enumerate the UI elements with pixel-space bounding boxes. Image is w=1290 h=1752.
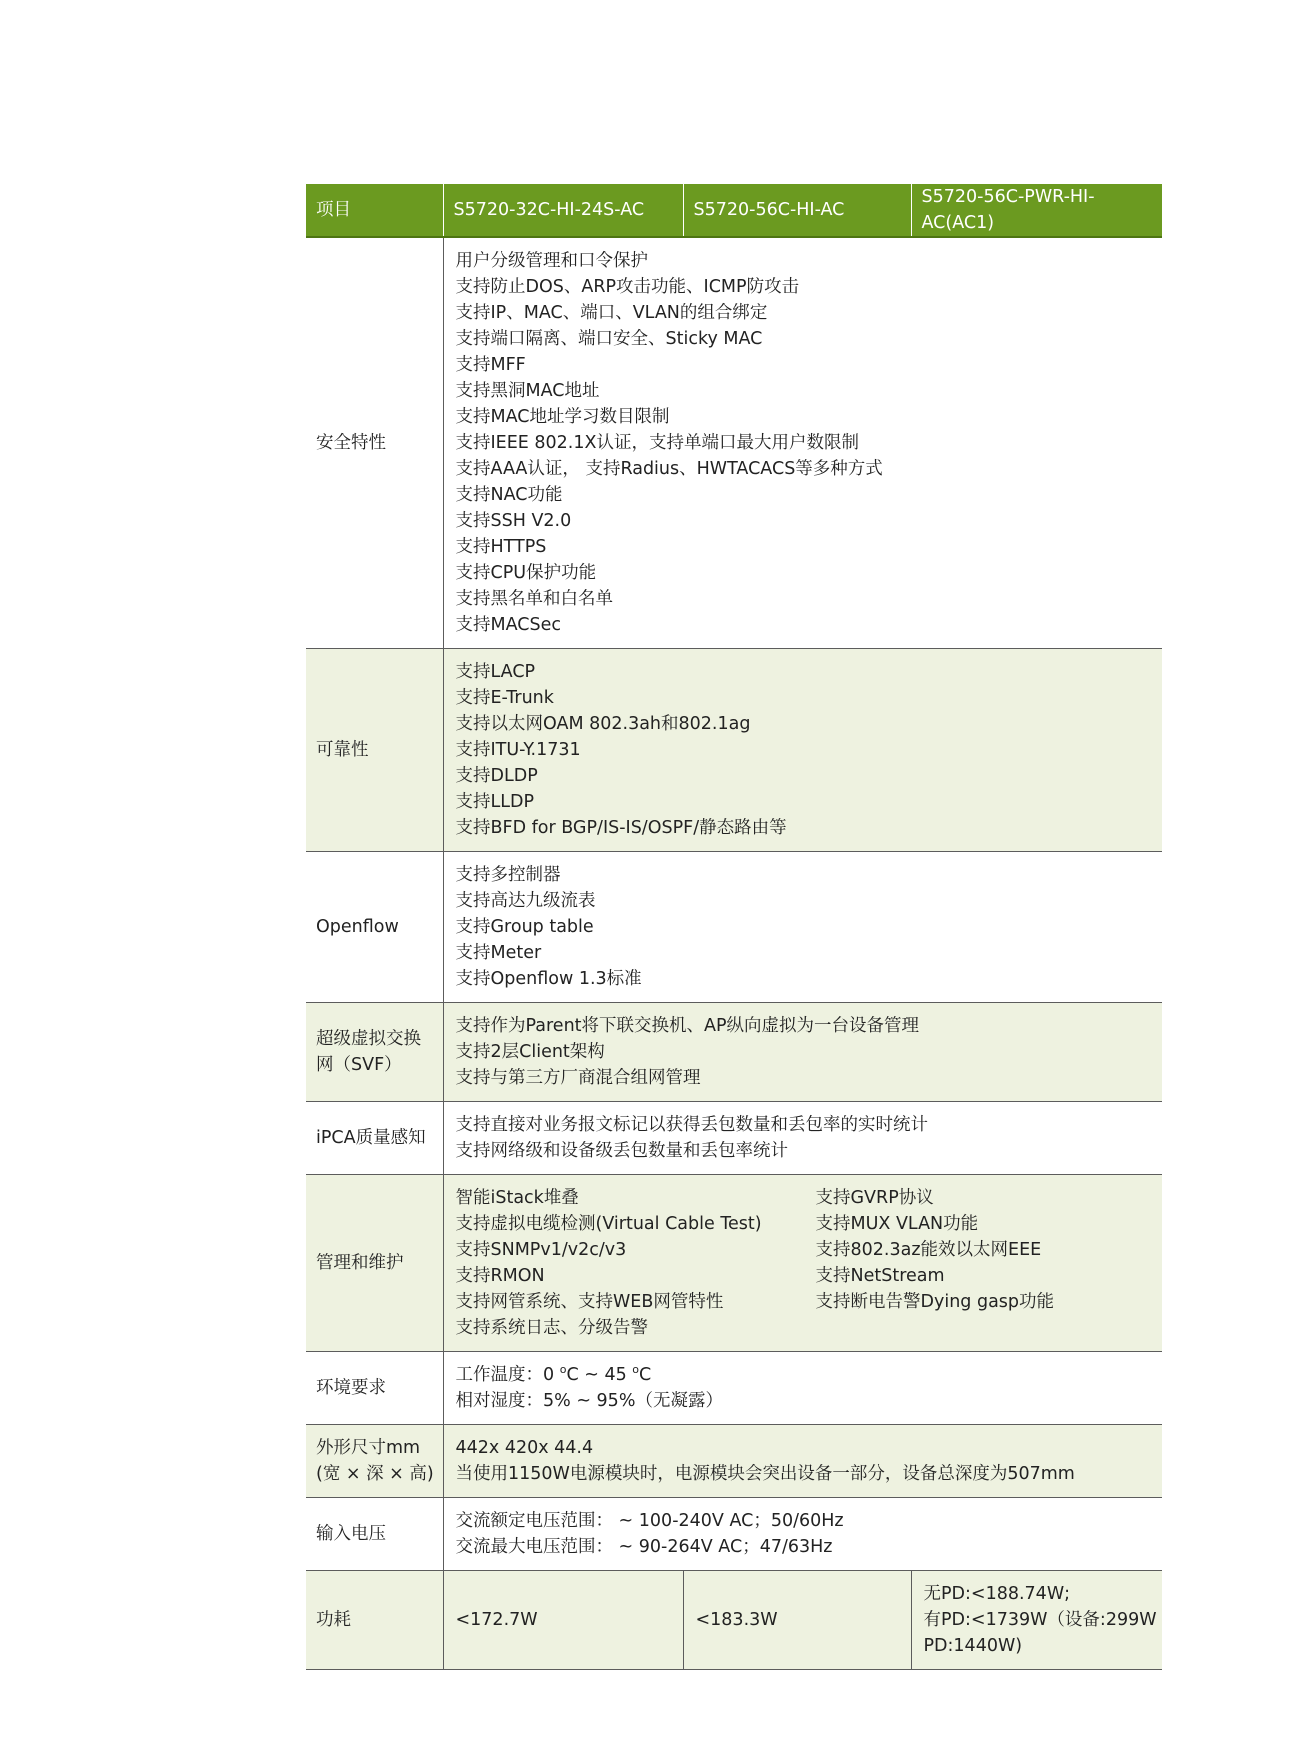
list-item: 支持DLDP <box>455 766 538 786</box>
list-item: 支持网管系统、支持WEB网管特性 <box>455 1292 724 1312</box>
row-voltage <box>306 1498 1162 1571</box>
row-label: 输入电压 <box>306 1498 443 1571</box>
row-label: 功耗 <box>306 1571 443 1670</box>
row-content <box>443 1003 1162 1102</box>
row-openflow <box>306 852 1162 1003</box>
row-power <box>306 1571 1162 1670</box>
header-model-1: S5720-32C-HI-24S-AC <box>443 184 683 237</box>
list-item: 支持E-Trunk <box>455 688 554 708</box>
row-label <box>306 1003 443 1102</box>
row-label: iPCA质量感知 <box>306 1102 443 1175</box>
list-item: 支持MAC地址学习数目限制 <box>455 407 670 427</box>
list-item: 支持Group table <box>455 917 594 937</box>
row-svf <box>306 1003 1162 1102</box>
spec-table <box>306 184 1162 1670</box>
list-column-left <box>456 1185 816 1341</box>
power-model-3 <box>911 1571 1162 1670</box>
list-item: 支持SNMPv1/v2c/v3 <box>455 1240 627 1260</box>
list-item: 用户分级管理和口令保护 <box>455 251 648 271</box>
temp-mid: C ~ 45 <box>566 1365 633 1385</box>
list-item: 无PD:<188.74W; <box>923 1584 1071 1604</box>
list-item: 支持作为Parent将下联交换机、AP纵向虚拟为一台设备管理 <box>455 1016 920 1036</box>
row-content <box>443 1425 1162 1498</box>
list-item: 支持虚拟电缆检测(Virtual Cable Test) <box>455 1214 762 1234</box>
row-label: 安全特性 <box>306 237 443 649</box>
list-item: 支持网络级和设备级丢包数量和丢包率统计 <box>455 1141 788 1161</box>
row-content <box>443 649 1162 852</box>
list-item: 支持802.3az能效以太网EEE <box>815 1240 1042 1260</box>
list-item: 支持黑洞MAC地址 <box>455 381 600 401</box>
row-label: Openflow <box>306 852 443 1003</box>
row-content <box>443 1175 1162 1352</box>
humidity-line: 相对湿度：5% ~ 95%（无凝露） <box>455 1391 723 1411</box>
list-item: 支持RMON <box>455 1266 545 1286</box>
list-item: 支持GVRP协议 <box>815 1188 934 1208</box>
list-item: 支持AAA认证， 支持Radius、HWTACACS等多种方式 <box>455 459 883 479</box>
list-item: 支持MACSec <box>455 615 561 635</box>
list-item: 支持黑名单和白名单 <box>455 589 613 609</box>
row-ipca <box>306 1102 1162 1175</box>
list-column-right <box>816 1185 1151 1341</box>
row-label-line: 超级虚拟交换 <box>316 1029 421 1049</box>
list-item: 支持LLDP <box>455 792 535 812</box>
row-label: 可靠性 <box>306 649 443 852</box>
row-management <box>306 1175 1162 1352</box>
list-item: 智能iStack堆叠 <box>455 1188 579 1208</box>
row-label-line: 外形尺寸mm <box>316 1438 421 1458</box>
header-item: 项目 <box>306 184 443 237</box>
list-item: 支持IP、MAC、端口、VLAN的组合绑定 <box>455 303 768 323</box>
row-label: 管理和维护 <box>306 1175 443 1352</box>
list-item: 支持CPU保护功能 <box>455 563 597 583</box>
list-item: 支持NetStream <box>815 1266 945 1286</box>
power-model-1: <172.7W <box>443 1571 683 1670</box>
list-item: 支持MUX VLAN功能 <box>815 1214 979 1234</box>
temp-suffix: C <box>639 1365 652 1385</box>
row-content <box>443 237 1162 649</box>
list-item: 交流额定电压范围： ~ 100-240V AC；50/60Hz <box>455 1511 844 1531</box>
list-item: 442x 420x 44.4 <box>455 1438 594 1458</box>
list-item: PD:1440W) <box>923 1636 1023 1656</box>
row-content <box>443 852 1162 1003</box>
list-item: 支持HTTPS <box>455 537 547 557</box>
temp-prefix: 工作温度：0 <box>455 1365 560 1385</box>
list-item: 支持端口隔离、端口安全、Sticky MAC <box>455 329 763 349</box>
power-model-2: <183.3W <box>683 1571 911 1670</box>
list-item: 支持2层Client架构 <box>455 1042 605 1062</box>
list-item: 支持系统日志、分级告警 <box>455 1318 648 1338</box>
row-environment <box>306 1352 1162 1425</box>
row-label-line: 网（SVF） <box>316 1055 402 1075</box>
header-model-3: S5720-56C-PWR-HI-AC(AC1) <box>911 184 1162 237</box>
list-item: 有PD:<1739W（设备:299W <box>923 1610 1157 1630</box>
row-content <box>443 1352 1162 1425</box>
row-label: 环境要求 <box>306 1352 443 1425</box>
list-item: 支持Openflow 1.3标准 <box>455 969 642 989</box>
list-item: 支持BFD for BGP/IS-IS/OSPF/静态路由等 <box>455 818 787 838</box>
list-item: 支持高达九级流表 <box>455 891 596 911</box>
row-reliability <box>306 649 1162 852</box>
degree-mark: o <box>559 1363 567 1377</box>
header-model-2: S5720-56C-HI-AC <box>683 184 911 237</box>
temperature-line <box>456 1362 1151 1388</box>
list-item: 支持断电告警Dying gasp功能 <box>815 1292 1055 1312</box>
row-content <box>443 1498 1162 1571</box>
list-item: 支持Meter <box>455 943 542 963</box>
list-item: 支持防止DOS、ARP攻击功能、ICMP防攻击 <box>455 277 800 297</box>
list-item: 当使用1150W电源模块时，电源模块会突出设备一部分，设备总深度为507mm <box>455 1464 1075 1484</box>
row-security <box>306 237 1162 649</box>
row-label-line: (宽 × 深 × 高) <box>316 1464 434 1484</box>
list-item: 支持ITU-Y.1731 <box>455 740 581 760</box>
list-item: 支持与第三方厂商混合组网管理 <box>455 1068 701 1088</box>
list-item: 支持MFF <box>455 355 526 375</box>
table-header <box>306 184 1162 237</box>
two-column-list <box>456 1185 1151 1341</box>
list-item: 支持以太网OAM 802.3ah和802.1ag <box>455 714 751 734</box>
row-content <box>443 1102 1162 1175</box>
degree-mark: o <box>632 1363 640 1377</box>
list-item: 支持多控制器 <box>455 865 561 885</box>
list-item: 交流最大电压范围： ~ 90-264V AC；47/63Hz <box>455 1537 833 1557</box>
list-item: 支持LACP <box>455 662 536 682</box>
row-dimensions <box>306 1425 1162 1498</box>
list-item: 支持直接对业务报文标记以获得丢包数量和丢包率的实时统计 <box>455 1115 928 1135</box>
list-item: 支持NAC功能 <box>455 485 563 505</box>
list-item: 支持SSH V2.0 <box>455 511 572 531</box>
row-label <box>306 1425 443 1498</box>
list-item: 支持IEEE 802.1X认证，支持单端口最大用户数限制 <box>455 433 859 453</box>
